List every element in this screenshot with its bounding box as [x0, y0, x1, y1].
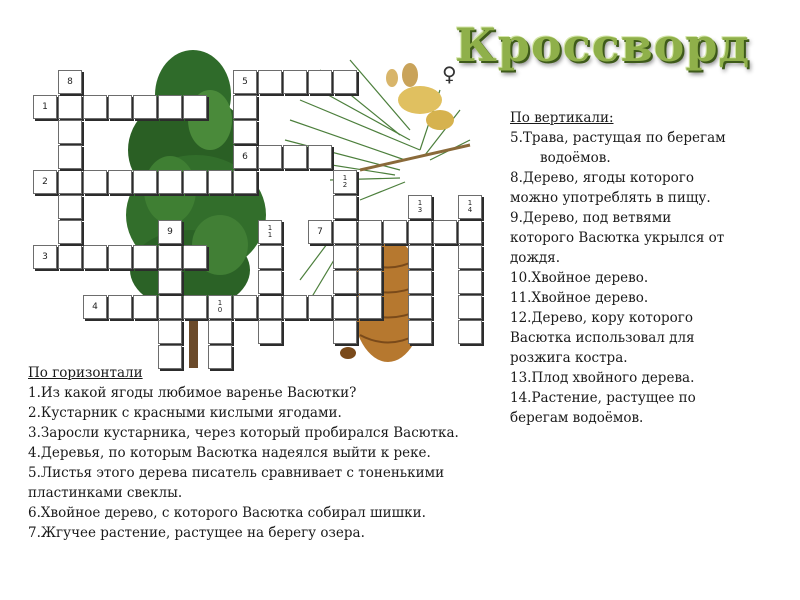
crossword-cell[interactable]	[133, 170, 157, 194]
crossword-cell[interactable]	[158, 245, 182, 269]
crossword-cell[interactable]	[58, 145, 82, 169]
crossword-cell[interactable]	[333, 320, 357, 344]
crossword-cell[interactable]	[308, 70, 332, 94]
crossword-cell[interactable]	[233, 95, 257, 119]
cell-number: 1 1	[267, 224, 273, 239]
vertical-heading: По вертикали:	[510, 110, 614, 126]
crossword-cell[interactable]	[83, 170, 107, 194]
horizontal-heading: По горизонтали	[28, 365, 143, 381]
cell-number: 1 0	[217, 299, 223, 314]
crossword-cell[interactable]	[58, 70, 82, 94]
crossword-cell[interactable]	[283, 145, 307, 169]
cell-number: 5	[242, 77, 248, 87]
clue-v12-cont: Васютка использовал для	[510, 330, 695, 346]
crossword-cell[interactable]	[383, 220, 407, 244]
crossword-cell[interactable]	[233, 295, 257, 319]
clue-h3: 3.Заросли кустарника, через который пробирался Васютка.	[28, 425, 459, 441]
crossword-cell[interactable]	[408, 270, 432, 294]
crossword-cell[interactable]	[108, 245, 132, 269]
crossword-cell[interactable]	[333, 195, 357, 219]
crossword-cell[interactable]	[158, 270, 182, 294]
crossword-cell[interactable]	[433, 220, 457, 244]
clue-h6: 6.Хвойное дерево, с которого Васютка собирал шишки.	[28, 505, 426, 521]
crossword-cell[interactable]	[358, 245, 382, 269]
crossword-cell[interactable]	[333, 220, 357, 244]
crossword-cell[interactable]	[333, 245, 357, 269]
clue-v13: 13.Плод хвойного дерева.	[510, 370, 695, 386]
clue-v12: 12.Дерево, кору которого	[510, 310, 693, 326]
crossword-cell[interactable]	[258, 70, 282, 94]
crossword-cell[interactable]	[233, 70, 257, 94]
clue-v9-cont2: дождя.	[510, 250, 560, 266]
crossword-cell[interactable]	[58, 170, 82, 194]
crossword-cell[interactable]	[83, 295, 107, 319]
crossword-cell[interactable]	[183, 245, 207, 269]
cell-number: 1 3	[417, 199, 423, 214]
crossword-cell[interactable]	[458, 245, 482, 269]
cell-number: 8	[67, 77, 73, 87]
crossword-cell[interactable]	[358, 295, 382, 319]
crossword-cell[interactable]	[233, 120, 257, 144]
crossword-cell[interactable]	[158, 295, 182, 319]
crossword-cell[interactable]	[158, 170, 182, 194]
cell-number: 7	[317, 227, 323, 237]
horizontal-clues	[28, 363, 459, 543]
crossword-cell[interactable]	[258, 245, 282, 269]
crossword-cell[interactable]	[408, 320, 432, 344]
crossword-cell[interactable]	[108, 295, 132, 319]
cell-number: 1 2	[342, 174, 348, 189]
crossword-cell[interactable]	[308, 295, 332, 319]
crossword-cell[interactable]	[108, 95, 132, 119]
crossword-cell[interactable]	[58, 220, 82, 244]
female-symbol-icon: ♀	[442, 62, 457, 86]
crossword-cell[interactable]	[83, 95, 107, 119]
clue-v12-cont2: розжига костра.	[510, 350, 628, 366]
crossword-cell[interactable]	[233, 145, 257, 169]
crossword-cell[interactable]	[133, 295, 157, 319]
crossword-cell[interactable]	[333, 295, 357, 319]
crossword-cell[interactable]	[83, 245, 107, 269]
crossword-cell[interactable]	[208, 320, 232, 344]
clue-v5-cont: водоёмов.	[540, 150, 611, 166]
clue-v14: 14.Растение, растущее по	[510, 390, 696, 406]
crossword-cell[interactable]	[458, 195, 482, 219]
crossword-cell[interactable]	[183, 295, 207, 319]
crossword-cell[interactable]	[108, 170, 132, 194]
clue-h4: 4.Деревья, по которым Васютка надеялся выйти к реке.	[28, 445, 431, 461]
crossword-cell[interactable]	[258, 295, 282, 319]
crossword-cell[interactable]	[133, 245, 157, 269]
crossword-cell[interactable]	[333, 70, 357, 94]
cell-number: 9	[167, 227, 173, 237]
crossword-cell[interactable]	[158, 220, 182, 244]
crossword-cell[interactable]	[58, 95, 82, 119]
crossword-cell[interactable]	[58, 245, 82, 269]
crossword-cell[interactable]	[33, 170, 57, 194]
cell-number: 1	[42, 102, 48, 112]
crossword-cell[interactable]	[458, 295, 482, 319]
clue-v11: 11.Хвойное дерево.	[510, 290, 649, 306]
crossword-cell[interactable]	[258, 320, 282, 344]
crossword-cell[interactable]	[308, 220, 332, 244]
crossword-cell[interactable]	[408, 295, 432, 319]
clue-h5-cont: пластинками свеклы.	[28, 485, 183, 501]
crossword-cell[interactable]	[258, 220, 282, 244]
cell-number: 6	[242, 152, 248, 162]
clue-v8: 8.Дерево, ягоды которого	[510, 170, 694, 186]
clue-v9-cont: которого Васютка укрылся от	[510, 230, 725, 246]
crossword-cell[interactable]	[208, 295, 232, 319]
clue-v10: 10.Хвойное дерево.	[510, 270, 649, 286]
crossword-cell[interactable]	[258, 145, 282, 169]
crossword-cell[interactable]	[358, 220, 382, 244]
cell-number: 4	[92, 302, 98, 312]
crossword-cell[interactable]	[58, 120, 82, 144]
crossword-cell[interactable]	[158, 95, 182, 119]
crossword-cell[interactable]	[233, 170, 257, 194]
crossword-cell[interactable]	[283, 295, 307, 319]
clue-v14-cont: берегам водоёмов.	[510, 410, 644, 426]
clue-h7: 7.Жгучее растение, растущее на берегу озера.	[28, 525, 365, 541]
crossword-cell[interactable]	[408, 195, 432, 219]
crossword-cell[interactable]	[183, 170, 207, 194]
page-title: Кроссворд	[455, 18, 751, 72]
clue-v5: 5.Трава, растущая по берегам	[510, 130, 726, 146]
crossword-cell[interactable]	[208, 170, 232, 194]
crossword-cell[interactable]	[358, 270, 382, 294]
clue-v9: 9.Дерево, под ветвями	[510, 210, 672, 226]
crossword-cell[interactable]	[333, 170, 357, 194]
crossword-cell[interactable]	[258, 270, 282, 294]
clue-h1: 1.Из какой ягоды любимое варенье Васютки?	[28, 385, 357, 401]
crossword-cell[interactable]	[408, 245, 432, 269]
crossword-cell[interactable]	[308, 145, 332, 169]
crossword-cell[interactable]	[283, 70, 307, 94]
crossword-cell[interactable]	[183, 95, 207, 119]
crossword-cell[interactable]	[33, 245, 57, 269]
vertical-clues	[510, 108, 726, 428]
crossword-cell[interactable]	[158, 320, 182, 344]
crossword-cell[interactable]	[408, 220, 432, 244]
cell-number: 3	[42, 252, 48, 262]
clue-h2: 2.Кустарник с красными кислыми ягодами.	[28, 405, 342, 421]
clue-h5: 5.Листья этого дерева писатель сравнивает с тоненькими	[28, 465, 445, 481]
cell-number: 1 4	[467, 199, 473, 214]
cell-number: 2	[42, 177, 48, 187]
crossword-cell[interactable]	[333, 270, 357, 294]
crossword-cell[interactable]	[458, 270, 482, 294]
crossword-cell[interactable]	[458, 320, 482, 344]
clue-v8-cont: можно употреблять в пищу.	[510, 190, 711, 206]
crossword-cell[interactable]	[33, 95, 57, 119]
crossword-cell[interactable]	[58, 195, 82, 219]
crossword-cell[interactable]	[133, 95, 157, 119]
crossword-cell[interactable]	[458, 220, 482, 244]
